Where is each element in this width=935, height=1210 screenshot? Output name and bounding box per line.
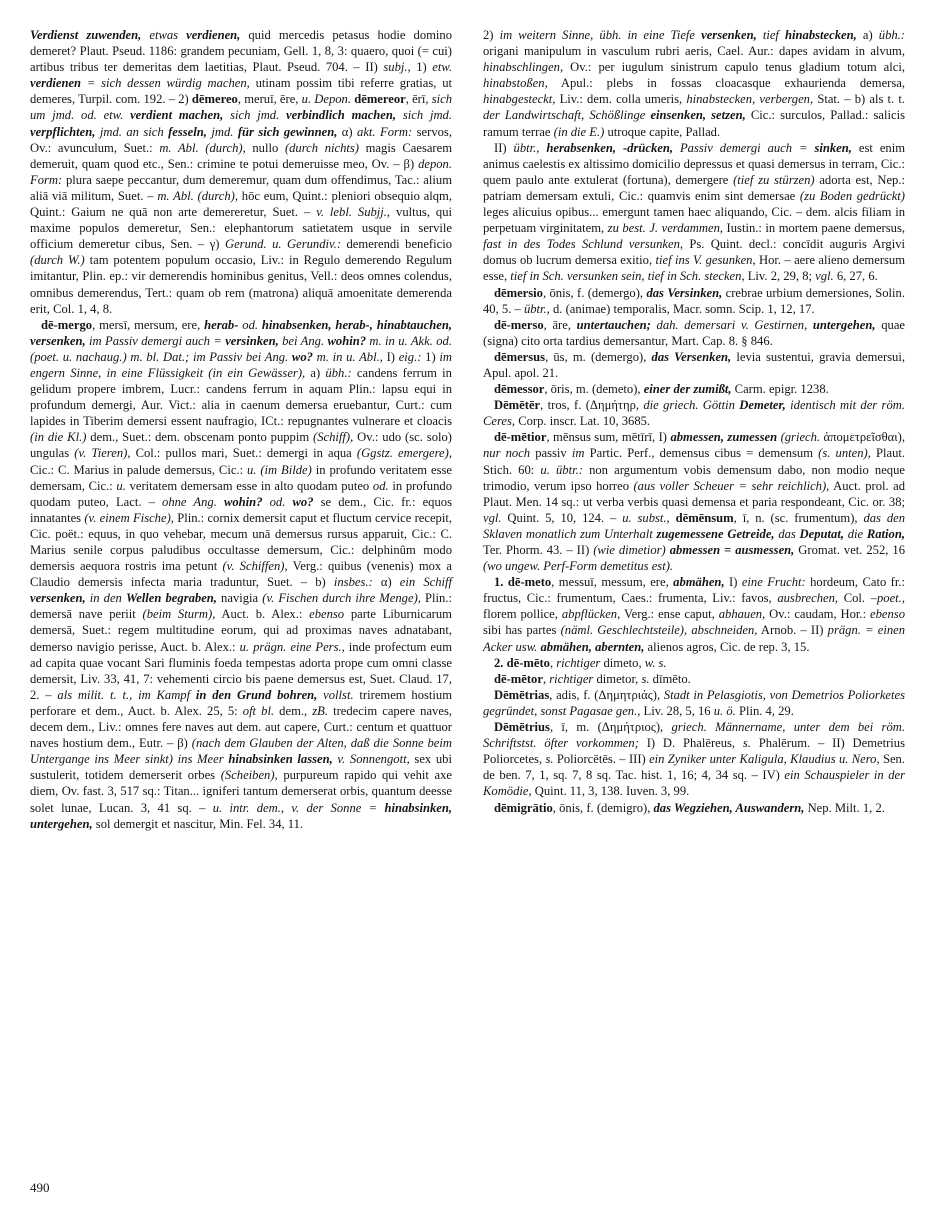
text-run: , ōris, m. (demeto), bbox=[544, 382, 644, 397]
text-run: plura saepe peccantur, dum demeremur, quam dum offendimus, Tac.: alium aliā viā militum, Suet. – bbox=[30, 172, 452, 203]
text-run: dimeto, bbox=[600, 655, 645, 670]
text-run: dēmersio bbox=[494, 285, 543, 300]
text-run: das bbox=[774, 526, 800, 541]
text-run: das Wegziehen, Auswandern, bbox=[653, 800, 805, 815]
text-run: verdienen bbox=[30, 76, 82, 91]
text-run: hōc eum, Quint.: pleniori obsequio alqm, Quint.: Gaium ne quā non arte demereretur, Suet. – bbox=[30, 188, 452, 220]
text-run: Quint. 5, 10, 124. – bbox=[501, 510, 623, 525]
text-run: Plaut. Stich. 60: bbox=[483, 446, 906, 477]
text-run: abmessen = ausmessen, bbox=[669, 543, 795, 557]
text-run: im bbox=[571, 446, 585, 461]
text-run: α) bbox=[337, 124, 358, 139]
text-run: s. bbox=[545, 752, 554, 767]
text-run: sich jmd. bbox=[396, 108, 452, 123]
text-run: vollst. bbox=[317, 687, 354, 702]
text-run: jmd. bbox=[206, 124, 238, 139]
text-run: abschneiden, bbox=[691, 623, 758, 638]
text-run: u. bbox=[116, 478, 126, 493]
text-run: 1) bbox=[410, 60, 433, 75]
text-run: akt. Form: bbox=[357, 124, 413, 139]
text-run: Poliorcētēs. – III) bbox=[553, 752, 650, 767]
text-run: hinabschlingen, bbox=[483, 60, 564, 75]
text-run: α) bbox=[372, 575, 400, 590]
text-run: dimetor, bbox=[593, 671, 642, 686]
text-run: dēmēnsum bbox=[675, 510, 734, 525]
text-run: sibi has partes bbox=[483, 623, 561, 638]
text-run: magis Caesarem demeruit, quam quod etc., Sen.: crimine te potui demeruisse meo, Ov. – β) bbox=[30, 140, 453, 171]
entry-paragraph bbox=[483, 140, 905, 285]
text-run: Auct. prol. ad Plaut. Men. 14 sq.: ut verba verbis quasi demensa et paria respondeant, Cic. or. 38; bbox=[483, 478, 905, 509]
text-run: (nach dem Glauben der Alten, daß die Sonne beim Untergange ins Meer sinkt) ins Meer bbox=[30, 736, 452, 767]
text-run: (aus voller Scheuer = sehr reichlich), bbox=[633, 478, 830, 493]
text-run: Hor. – aere alieno demersum esse, bbox=[483, 253, 906, 284]
text-run: Plin. 4, 29. bbox=[735, 703, 794, 718]
text-run: dē-mētor bbox=[494, 671, 543, 686]
entry-paragraph bbox=[483, 655, 905, 671]
text-run: u. Depon. bbox=[301, 92, 355, 107]
text-run: , ī, m. (Δημήτριος), bbox=[549, 720, 672, 735]
text-run: jmd. an sich bbox=[95, 124, 169, 139]
text-run: Dēmētrius bbox=[494, 720, 550, 735]
text-run: einsenken, setzen, bbox=[650, 108, 746, 123]
text-run: leges alicuius opibus... emergunt tamen haec aliquando, Cic. – dem. alcis filiam in perpetuam virginitatem, bbox=[483, 205, 905, 236]
text-run: se dem., Cic. fr.: equos innatantes bbox=[30, 494, 452, 525]
text-run: Ov.: udo (sc. solo) ungulas bbox=[30, 430, 452, 461]
text-run: utroque capite, Pallad. bbox=[604, 124, 721, 139]
text-run: übtr., bbox=[523, 301, 550, 316]
text-run: , meruī, ēre, bbox=[237, 92, 302, 107]
text-run: dēmigrātio bbox=[494, 800, 553, 815]
text-run: als milit. t. t., im Kampf bbox=[57, 687, 196, 702]
entry-paragraph bbox=[30, 317, 452, 832]
text-run: hinabsinken lassen, bbox=[228, 752, 333, 767]
text-run: (näml. Geschlechtsteile), bbox=[560, 623, 688, 638]
text-run: ohne Ang. bbox=[162, 494, 224, 509]
text-run: Passiv demergi auch = bbox=[673, 140, 815, 155]
text-run: wohin? bbox=[327, 333, 367, 348]
text-run: navigia bbox=[216, 591, 263, 606]
text-run: sex ubi sustulerit, totidem demerserit orbes bbox=[30, 752, 452, 783]
text-run: sich jmd. bbox=[223, 108, 287, 123]
text-run: in den Grund bohren, bbox=[195, 687, 318, 702]
text-run: (v. Tieren), bbox=[74, 446, 131, 461]
text-run: ein Schiff bbox=[399, 575, 453, 590]
text-run: tredecim capere naves, decem dem., Liv.: omnes fere naves aut dem. aut capere, Curt.: centum et quattuor naves hostium dem., Eutr. – β) bbox=[30, 703, 452, 751]
text-run: (beim Sturm), bbox=[142, 607, 216, 622]
text-run: adorta est, Nep.: patriam demersam extuli, Cic.: quamvis enim sint demersae bbox=[483, 172, 905, 203]
text-run: versenken, bbox=[30, 591, 86, 606]
text-run: (tief zu stürzen) bbox=[733, 172, 815, 187]
text-run: abhauen, bbox=[718, 607, 766, 622]
text-run: florem pollice, bbox=[483, 607, 562, 622]
text-run: Stat. – b) als t. t. bbox=[813, 92, 906, 107]
text-run: Plin.: demersā nave periit bbox=[30, 591, 452, 622]
entry-paragraph bbox=[483, 27, 905, 140]
text-run: dēmereor bbox=[354, 92, 406, 107]
text-run: parte Liburnicarum demersā, Suet.: regem multitudine eorum, qui ad proximas naves adnatabant, demerso navigio perisse, Auct. b. Alex.: bbox=[30, 607, 452, 654]
text-run: m. Abl. (durch), bbox=[157, 188, 238, 203]
text-run: der Landwirtschaft, Schößlinge bbox=[483, 108, 651, 123]
text-run: in den bbox=[85, 591, 126, 606]
text-run: (v. einem Fische), bbox=[84, 510, 174, 525]
text-run: versinken, bbox=[225, 333, 279, 348]
text-run: wo? bbox=[291, 349, 313, 364]
text-run: = sich dessen würdig machen, bbox=[81, 76, 250, 91]
text-run: übtr., bbox=[513, 140, 547, 155]
text-run: hinabstecken, bbox=[785, 28, 857, 42]
text-run: Apul.: plebs in fossas cloacasque exhaurienda demersa, bbox=[547, 76, 905, 91]
entry-paragraph bbox=[483, 317, 905, 349]
text-run: w. s. bbox=[644, 655, 667, 670]
text-run: prägn. = einen Acker usw. bbox=[483, 623, 906, 654]
text-run: (s. unten), bbox=[818, 446, 871, 461]
text-run: I) bbox=[724, 575, 742, 590]
text-run: nur noch bbox=[483, 446, 531, 461]
text-run: subj., bbox=[383, 60, 411, 75]
text-run: , mersī, mersum, ere, bbox=[92, 317, 205, 332]
text-run: Ration, bbox=[866, 526, 905, 541]
text-run: zugemessene Getreide, bbox=[656, 526, 775, 541]
text-run: Iustin.: in mortem paene demersus, bbox=[723, 221, 906, 236]
text-run: od. bbox=[372, 478, 389, 493]
text-run: passiv bbox=[530, 446, 572, 461]
text-run: demerendi beneficio bbox=[341, 237, 453, 252]
text-run: est enim animus caelestis ex altissimo domicilio depressus et quasi demersus in terram, Cic.: quem paulo ante extulerat (fortuna), demergere bbox=[483, 140, 906, 187]
text-run: Gromat. vet. 252, 16 bbox=[794, 543, 905, 557]
text-run: dah. demersari v. Gestirnen, bbox=[650, 317, 813, 332]
text-run: u. ö. bbox=[713, 703, 736, 718]
text-run: dēmersus bbox=[494, 349, 546, 364]
text-run: etwas bbox=[141, 28, 187, 42]
text-run: abpflücken, bbox=[561, 607, 621, 622]
text-run: hinabsinken, untergehen, bbox=[30, 800, 453, 831]
text-run: Ov.: per iugulum sinistrum capulo tenus gladium totum alci, bbox=[563, 60, 905, 75]
text-run: Col. – bbox=[838, 591, 877, 606]
text-run: levia sustentui, gravia demersui, Apul. apol. 21. bbox=[483, 349, 906, 380]
text-run: u. prägn. eine Pers., bbox=[239, 639, 345, 654]
text-run: II) bbox=[494, 140, 514, 155]
text-run: Dēmētēr bbox=[494, 398, 541, 413]
text-run: 1) bbox=[421, 349, 440, 364]
text-run: d. (animae) temporalis, Macr. somn. Scip. 1, 12, 17. bbox=[549, 301, 815, 316]
text-run: od. bbox=[238, 317, 262, 332]
entry-paragraph bbox=[483, 574, 905, 654]
text-run: übh.: bbox=[325, 365, 352, 380]
text-run: v. Sonnengott, bbox=[332, 752, 410, 767]
text-run: Verdienst zuwenden, bbox=[30, 28, 142, 42]
text-run: u. übtr.: bbox=[540, 462, 583, 477]
text-run: ebenso bbox=[870, 607, 905, 622]
text-run: , āre, bbox=[543, 317, 577, 332]
text-run: oft bl. bbox=[242, 703, 275, 718]
text-run: ἀπομετρεῖσθαι), bbox=[823, 430, 906, 445]
text-run: Liv. 2, 29, 8; bbox=[744, 269, 816, 284]
text-run: Liv.: dem. colla umeris, bbox=[555, 92, 687, 107]
text-run: (wie dimetior) bbox=[593, 543, 670, 557]
text-run: verdienen, bbox=[186, 28, 241, 42]
text-run: griech. Männername, unter dem bei röm. Schriftstst. öfter vorkommen; bbox=[483, 720, 905, 751]
text-run: hinabgesteckt, bbox=[483, 92, 556, 107]
text-run: crebrae urbium demersiones, Solin. 40, 5. – bbox=[483, 285, 905, 316]
text-run: etw. bbox=[432, 60, 452, 75]
text-run: im weitern Sinne, übh. in eine Tiefe bbox=[499, 28, 702, 42]
text-run: m. in u. Akk. od. (poet. u. nachaug.) m. bl. Dat.; im Passiv bei Ang. bbox=[30, 333, 452, 364]
text-run: inde profectum eum ad capita quae vocant Sari fluminis foeda tempestas adorta prope cum omni classe demersit, Liv. 33, 41, 7: vehementi circio bis paene demersus est, Suet. Claud. 17, 2. – bbox=[30, 639, 452, 702]
text-run: (v. Fischen durch ihre Menge), bbox=[262, 591, 421, 606]
text-run: Liv. 28, 5, 16 bbox=[640, 703, 714, 718]
text-run: im engern Sinne, in eine Flüssigkeit (in ein Gewässer), bbox=[30, 349, 452, 380]
text-run: quid mercedis petasus hodie domino demeret? Plaut. Pseud. 1186: grandem pecuniam, Gell. 1, 8, 3: quaero, quoi (= cui) artibus tribus ter demeritas dem laetitias, Plaut. Pseud. 704. – II) bbox=[30, 28, 453, 75]
text-run: tief bbox=[756, 28, 786, 42]
text-run: dem., Suet.: dem. obscenam ponto puppim bbox=[86, 430, 314, 445]
text-run: Stadt in Pelasgiotis, von Demetrios Poliorketes gegründet, sonst Pagasae gen., bbox=[483, 687, 905, 718]
text-run: purpureum rapido qui vehit axe diem, Ov. fast. 3, 517 sq.: Titan... igniferi tantum demerserat orbis, quantum deesse solet lunae, Lucan. 3, 41 sq. – bbox=[30, 768, 452, 815]
text-run: u. (im Bilde) bbox=[246, 462, 312, 477]
text-run: Col.: pullos mari, Suet.: demergi in aqua bbox=[130, 446, 357, 461]
text-run: Sen. de ben. 7, 1, sq. 7, 8 sq. Tac. hist. 1, 16; 4, 34 sq. – IV) bbox=[483, 752, 905, 783]
text-run: , adis, f. (Δημητριάς), bbox=[549, 687, 664, 702]
text-run: nullo bbox=[245, 140, 285, 155]
text-run: vgl. bbox=[483, 510, 502, 525]
text-run: (in die Kl.) bbox=[30, 430, 87, 445]
text-run: Ter. Phorm. 43. – II) bbox=[483, 543, 594, 557]
text-run: v. lebl. Subjj., bbox=[316, 205, 391, 220]
entry-paragraph bbox=[483, 719, 905, 799]
text-run: dīmēto. bbox=[649, 671, 691, 686]
text-run: depon. Form: bbox=[30, 156, 452, 187]
text-run: poet., bbox=[877, 591, 905, 606]
text-run: verdient machen, bbox=[130, 108, 224, 123]
text-run: das Versenken, bbox=[651, 349, 732, 364]
text-run: (Schiff), bbox=[313, 430, 354, 445]
text-run: abmähen, bbox=[673, 575, 725, 590]
text-run: Dēmētrias bbox=[494, 687, 550, 702]
text-run: ein Schauspieler in der Komödie, bbox=[483, 768, 905, 799]
page-number: 490 bbox=[30, 1179, 50, 1195]
text-run: m. Abl. (durch), bbox=[159, 140, 246, 155]
text-run: tam potentem populum occasio, Liv.: in Regulo demerendo Regulum imitantur, Plin. ep.: vir demerendis hominibus genitus, Vell.: deos omnes colendus, omnibus demerendus, Tert.: quam ob rem (matrona) aliquā amoenitate demerenda erit, Col. 1, 4, 8. bbox=[30, 253, 452, 316]
text-run: (griech. bbox=[777, 430, 824, 445]
text-run: veritatem demersam esse in alto quodam puteo bbox=[125, 478, 373, 493]
text-run: Ps. Quint. decl.: concīdit auguris Argivi domus ob lucrum demersa exitio, bbox=[483, 237, 905, 268]
text-run: tief in Sch. versunken sein, tief in Sch. stecken, bbox=[510, 269, 745, 284]
text-run: Corp. inscr. Lat. 10, 3685. bbox=[515, 414, 651, 429]
entry-paragraph bbox=[483, 397, 905, 429]
text-run: herab- bbox=[204, 317, 239, 332]
text-run: , ōnis, f. (demergo), bbox=[542, 285, 647, 300]
text-run: Gerund. u. Gerundiv.: bbox=[224, 237, 342, 252]
text-run: Nep. Milt. 1, 2. bbox=[804, 800, 885, 815]
text-run: untergehen, bbox=[812, 317, 876, 332]
text-run: Ov.: caudam, Hor.: bbox=[765, 607, 871, 622]
text-run: m. in u. Abl., bbox=[312, 349, 387, 364]
text-run: (zu Boden gedrückt) bbox=[799, 188, 906, 203]
text-run: Partic. Perf., demensus cibus = demensum bbox=[584, 446, 819, 461]
text-run: abmessen, zumessen bbox=[670, 430, 778, 445]
text-run: I) D. Phalēreus, bbox=[638, 736, 743, 751]
text-run: das den Sklaven monatlich zum Unterhalt bbox=[483, 510, 906, 541]
entry-paragraph bbox=[483, 381, 905, 397]
text-run: Cic.: C. Marius in palude demersus, Cic.: bbox=[30, 462, 247, 477]
text-run: ausbrechen, bbox=[777, 591, 839, 606]
text-run: utinam possim tibi referre gratias, ut demeres, Turpil. com. 192. – 2) bbox=[30, 76, 452, 107]
entry-paragraph bbox=[483, 285, 905, 317]
text-run: s. bbox=[641, 671, 650, 686]
text-run: origani manipulum in vasculum rubri aeris, Cael. Aur.: dapes avidam in alvum, bbox=[483, 44, 905, 59]
text-run: , tros, f. (Δημήτηρ, bbox=[540, 398, 644, 413]
text-run: Carm. epigr. 1238. bbox=[731, 382, 829, 397]
text-run: vultus, qui maxime populos demeretur, Sen.: elephantorum satietatem usque in servile officium demeretur cibus, Sen. – γ) bbox=[30, 205, 452, 252]
text-run: u. intr. dem., v. der Sonne = bbox=[212, 800, 385, 815]
text-run: untertauchen; bbox=[576, 317, 651, 332]
text-run: tief ins V. gesunken, bbox=[655, 253, 756, 268]
text-run: sinken, bbox=[814, 140, 852, 155]
text-run: wo? bbox=[292, 494, 314, 509]
text-run: 1. dē-meto bbox=[494, 575, 552, 590]
text-run: einer der zumißt, bbox=[643, 382, 732, 397]
text-run: non argumentum vobis demensum dabo, non modio neque trimodio, verum ipso horreo bbox=[483, 462, 905, 493]
text-run: dē-mergo bbox=[41, 317, 93, 332]
text-run: im Passiv demergi auch = bbox=[85, 333, 226, 348]
text-run: richtiger bbox=[549, 671, 594, 686]
text-run: dē-mētior bbox=[494, 430, 547, 445]
text-run: (durch W.) bbox=[30, 253, 85, 268]
text-run: Deputat, bbox=[799, 526, 844, 541]
text-run: sich um jmd. od. etw. bbox=[30, 92, 453, 123]
text-run: Cic.: surculos, Pallad.: salicis ramum terrae bbox=[483, 108, 905, 139]
text-run: u. subst., bbox=[622, 510, 670, 525]
text-run: dēmereo bbox=[191, 92, 238, 107]
text-run: a) bbox=[305, 365, 326, 380]
text-run: dem., bbox=[274, 703, 313, 718]
text-run: Quint. 11, 3, 138. Iuven. 3, 99. bbox=[531, 784, 690, 799]
text-run: fesseln, bbox=[168, 124, 207, 139]
entry-paragraph bbox=[483, 687, 905, 719]
text-run: ein Zyniker unter Kaligula, Klaudius u. Nero, bbox=[649, 752, 880, 767]
text-run: , messuī, messum, ere, bbox=[551, 575, 674, 590]
text-run: insbes.: bbox=[333, 575, 373, 590]
text-run: quae (signa) cito orta tardius demersantur, Mart. Cap. 8. § 846. bbox=[483, 317, 906, 348]
text-run: verbindlich machen, bbox=[286, 108, 397, 123]
text-run: hinabstecken, verbergen, bbox=[686, 92, 814, 107]
text-run: 6, 27, 6. bbox=[833, 269, 878, 284]
text-run: herabsenken, -drücken, bbox=[546, 140, 674, 155]
text-run: 2) bbox=[483, 28, 500, 42]
text-run: Phalērum. – II) Demetrius Poliorcetes, bbox=[483, 736, 905, 767]
entry-paragraph bbox=[483, 429, 905, 574]
text-run: in profundo quodam puteo, Lact. – bbox=[30, 478, 452, 509]
text-run: hordeum, Cato fr.: fructus, Cic.: frumentum, Caes.: frumenta, Liv.: favos, bbox=[483, 575, 906, 606]
text-run: in profundo veritatem esse demersam, Cic.: bbox=[30, 462, 452, 493]
text-run: für sich gewinnen, bbox=[237, 124, 338, 139]
text-run: , ērī, bbox=[405, 92, 432, 107]
text-run: Verg.: ense caput, bbox=[620, 607, 719, 622]
text-run: servos, Ov.: avunculum, Suet.: bbox=[30, 124, 452, 155]
text-run: sol demergit et nascitur, Min. Fel. 34, 11. bbox=[92, 816, 304, 831]
text-run: Arnob. – II) bbox=[757, 623, 828, 638]
text-run: zB. bbox=[312, 703, 328, 718]
text-run: ebenso bbox=[309, 607, 345, 622]
text-run: Auct. b. Alex.: bbox=[215, 607, 310, 622]
text-run: zu best. J. verdammen, bbox=[607, 221, 724, 236]
text-run: (Scheiben), bbox=[220, 768, 278, 783]
text-run: , ōnis, f. (demigro), bbox=[552, 800, 654, 815]
text-run: Wellen begraben, bbox=[125, 591, 217, 606]
text-run: dēmessor bbox=[494, 382, 545, 397]
text-run: (wo ungew. Perf-Form demetitus est). bbox=[483, 559, 674, 574]
text-run: die bbox=[843, 526, 867, 541]
text-run: (durch nichts) bbox=[284, 140, 359, 155]
two-column-text-block bbox=[30, 27, 905, 832]
text-run: eig.: bbox=[398, 349, 422, 364]
text-run: Demeter, bbox=[739, 398, 786, 413]
entry-paragraph bbox=[30, 27, 452, 317]
text-run: bei Ang. bbox=[278, 333, 328, 348]
text-run: , ūs, m. (demergo), bbox=[545, 349, 652, 364]
text-run: (in die E.) bbox=[553, 124, 605, 139]
text-run: I) bbox=[386, 349, 399, 364]
text-run: dē-merso bbox=[494, 317, 544, 332]
entry-paragraph bbox=[483, 671, 905, 687]
text-run: od. bbox=[262, 494, 293, 509]
entry-paragraph bbox=[483, 800, 905, 816]
text-run: , bbox=[542, 671, 550, 686]
text-run: fast in des Todes Schlund versunken, bbox=[483, 237, 684, 252]
text-run: (Ggstz. emergere), bbox=[356, 446, 452, 461]
text-run: 2. dē-mēto bbox=[494, 655, 550, 670]
text-run: Plin.: cornix demersit caput et fluctum cervice recepit, Cic. poët.: equus, in quo vehebar, mecum unā demersus rursus apparuit, Cic.: C. Marius senile corpus paludibus occultasse demersum, Cic.: delphinûm modo demersis aequora rostris ima petunt bbox=[30, 510, 452, 574]
left-column bbox=[30, 27, 452, 832]
text-run: , mēnsus sum, mētīrī, I) bbox=[546, 430, 671, 445]
text-run: , ī, n. (sc. frumentum), bbox=[733, 510, 864, 525]
text-run: vgl. bbox=[815, 269, 834, 284]
text-run: hinabsenken, herab-, hinabtauchen, versenken, bbox=[30, 317, 452, 348]
text-run: eine Frucht: bbox=[741, 575, 806, 590]
text-run: hinabstoßen, bbox=[483, 76, 548, 91]
entry-paragraph bbox=[483, 349, 905, 381]
text-run: richtiger bbox=[556, 655, 601, 670]
text-run: alienos agros, Cic. de rep. 3, 15. bbox=[644, 639, 810, 654]
text-run: , bbox=[549, 655, 557, 670]
text-run: (v. Schiffen), bbox=[222, 559, 288, 574]
text-run: das Versinken, bbox=[646, 285, 723, 300]
text-run: versenken, bbox=[701, 28, 757, 42]
text-run: s. bbox=[742, 736, 751, 751]
text-run: wohin? bbox=[223, 494, 263, 509]
text-run: triremem hostium perforare et dem., Auct. b. Alex. 25, 5: bbox=[30, 687, 453, 718]
text-run: a) bbox=[856, 28, 879, 42]
right-column bbox=[483, 27, 905, 832]
text-run: candens ferrum in gelidum propere imbrem, Lucr.: candens ferrum in aquam Plin.: lapsu equi in profundum demergi, Aur. Vict.: alia in caenum demersa eruebantur, Curt.: cum lapides in Tiberim demersi essent naufragio, ICt.: repugnantes vulnerare et cloacis bbox=[30, 365, 452, 429]
text-run: übh.: bbox=[878, 28, 905, 42]
text-run: identisch mit der röm. Ceres, bbox=[483, 398, 905, 429]
text-run: Verg.: quibus (venenis) mox a Claudio demersis infecta maria traduntur, Suet. – b) bbox=[30, 559, 452, 590]
text-run: verpflichten, bbox=[30, 124, 96, 139]
text-run: die griech. Göttin bbox=[643, 398, 740, 413]
text-run: abmähen, abernten, bbox=[540, 639, 645, 654]
